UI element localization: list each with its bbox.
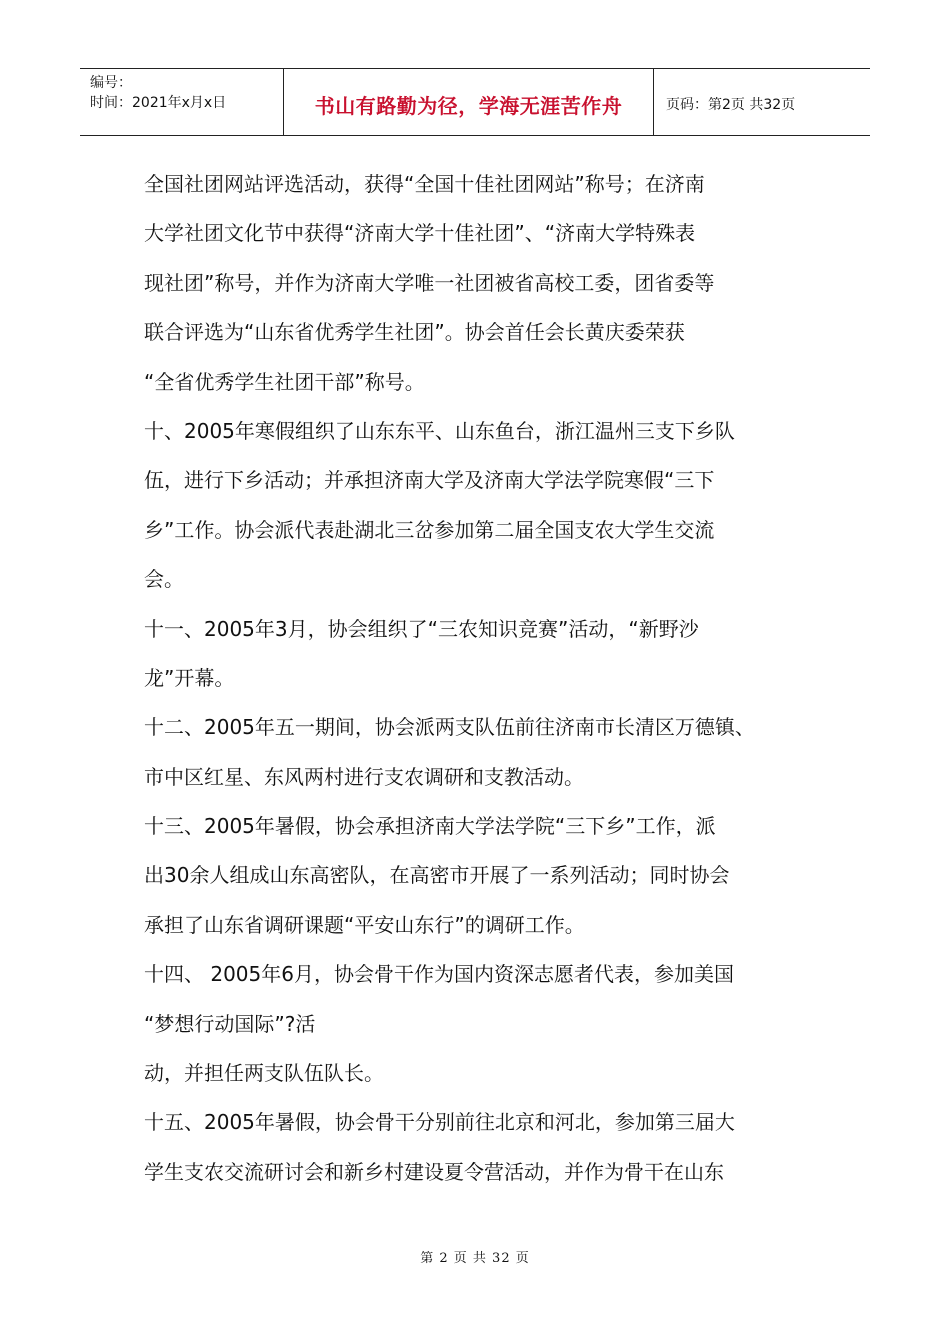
page-header: [80, 68, 870, 136]
document-number-label: 编号：: [90, 75, 132, 91]
body-line: 学生支农交流研讨会和新乡村建设夏令营活动，并作为骨干在山东: [144, 1159, 724, 1184]
body-line: 龙”开幕。: [144, 665, 235, 690]
body-line: 出30余人组成山东高密队，在高密市开展了一系列活动；同时协会: [144, 863, 730, 888]
body-line: 十三、2005年暑假，协会承担济南大学法学院“三下乡”工作，派: [144, 814, 716, 839]
body-line: 联合评选为“山东省优秀学生社团”。协会首任会长黄庆委荣获: [144, 320, 685, 345]
body-line: 伍，进行下乡活动；并承担济南大学及济南大学法学院寒假“三下: [144, 468, 715, 493]
body-line: 十五、2005年暑假，协会骨干分别前往北京和河北，参加第三届大: [144, 1110, 735, 1135]
body-line: 全国社团网站评选活动，获得“全国十佳社团网站”称号；在济南: [144, 172, 705, 196]
body-line: 大学社团文化节中获得“济南大学十佳社团”、“济南大学特殊表: [144, 221, 696, 246]
body-line: 十、2005年寒假组织了山东东平、山东鱼台，浙江温州三支下乡队: [144, 418, 735, 443]
document-time-label: 时间：2021年x月x日: [90, 95, 227, 111]
header-motto: 书山有路勤为径，学海无涯苦作舟: [284, 69, 654, 135]
page-footer: 第 2 页 共 32 页: [420, 1251, 530, 1266]
header-page-info: 页码：第2页 共32页: [666, 97, 796, 113]
body-line: 十四、 2005年6月，协会骨干作为国内资深志愿者代表，参加美国: [144, 962, 734, 987]
body-line: “全省优秀学生社团干部”称号。: [144, 369, 425, 394]
document-body: [144, 160, 812, 1197]
body-line: 市中区红星、东风两村进行支农调研和支教活动。: [144, 764, 584, 789]
body-line: 乡”工作。协会派代表赴湖北三岔参加第二届全国支农大学生交流: [144, 517, 715, 542]
body-line: 承担了山东省调研课题“平安山东行”的调研工作。: [144, 912, 585, 937]
body-line: 十二、2005年五一期间，协会派两支队伍前往济南市长清区万德镇、: [144, 715, 755, 740]
body-line: 现社团”称号，并作为济南大学唯一社团被省高校工委，团省委等: [144, 270, 715, 295]
header-meta: [80, 69, 284, 135]
body-line: 动，并担任两支队伍队长。: [144, 1061, 384, 1086]
body-line: 会。: [144, 567, 184, 592]
body-line: 十一、2005年3月，协会组织了“三农知识竞赛”活动，“新野沙: [144, 616, 699, 641]
body-line: “梦想行动国际”?活: [144, 1011, 316, 1036]
